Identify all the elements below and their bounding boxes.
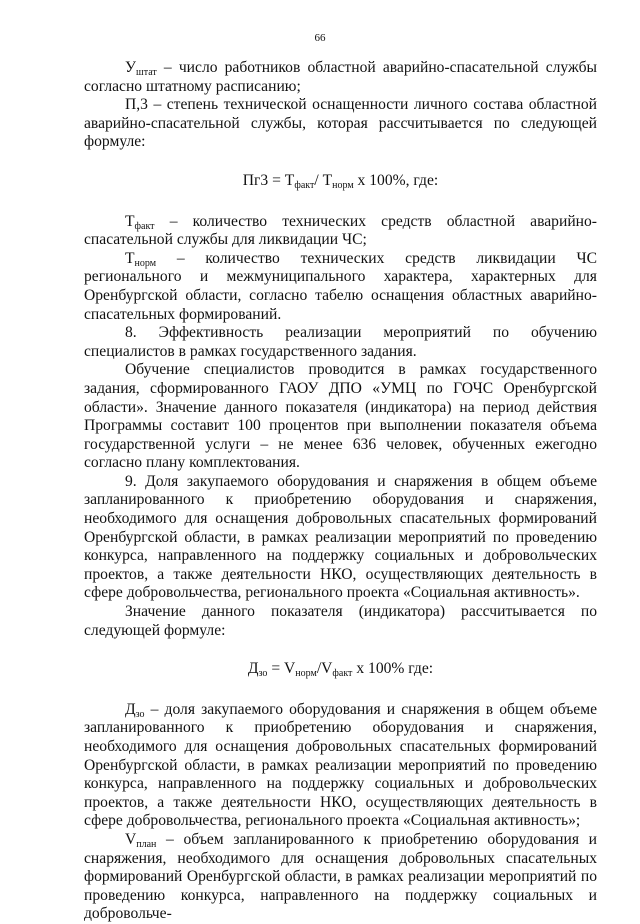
variable-symbol: Т <box>125 212 135 230</box>
formula-dzo: $Д_{зо} = V_{норм}/V_{факт}$ х 100% где: <box>247 660 434 680</box>
paragraph-ushtat <box>84 59 597 96</box>
paragraph-text: – доля закупаемого оборудования и снаряжения в общем объеме запланированного к приобретению оборудования и снаряжения, необходимого для оснащения добровольных спасательных формирований Оренбургской области, в рамках реализации мероприятий по проведению конкурса, направленного на поддержку социальных и добровольческих проектов, а также деятельности НКО, осуществляющих деятельность в сфере добровольчества, регионального проекта «Социальная активность»; <box>84 700 597 830</box>
paragraph-text: – количество технических средств областной аварийно-спасательной службы для ликвидации ЧС; <box>84 212 597 249</box>
paragraph-tfakt <box>84 213 597 250</box>
paragraph-training: Обучение специалистов проводится в рамках государственного задания, сформированного ГАОУ ДПО «УМЦ по ГОЧС Оренбургской области». Значение данного показателя (индикатора) на период действия Программы составит 100 процентов при выполнении показателя объема государственной услуги – не менее 636 человек, обученных ежегодно согласно плану комплектования. <box>84 361 597 472</box>
variable-subscript: факт <box>134 220 155 232</box>
paragraph-dzo <box>84 701 597 831</box>
paragraph-text: – количество технических средств ликвидации ЧС регионального и межмуниципального характера, характерных для Оренбургской области, согласно табелю оснащения областных аварийно-спасательных формирований. <box>84 249 597 323</box>
document-body <box>84 59 597 924</box>
variable-symbol: Т <box>125 249 135 267</box>
variable-subscript: штат <box>136 67 157 78</box>
paragraph-text: – число работников областной аварийно-спасательной службы согласно штатному расписанию; <box>84 59 597 95</box>
paragraph-item-8: 8. Эффективность реализации мероприятий по обучению специалистов в рамках государственного задания. <box>84 324 597 360</box>
variable-subscript: норм <box>134 257 157 269</box>
paragraph-vplan <box>84 831 597 924</box>
variable-symbol: У <box>125 59 137 76</box>
paragraph-item-9: 9. Доля закупаемого оборудования и снаряжения в общем объеме запланированного к приобретению оборудования и снаряжения, необходимого для оснащения добровольных спасательных формирований Оренбургской области, в рамках реализации мероприятий по проведению конкурса, направленного на поддержку социальных и добровольческих проектов, а также деятельности НКО, осуществляющих деятельность в сфере добровольчества, регионального проекта «Социальная активность». <box>84 472 597 602</box>
variable-symbol: V <box>125 830 137 848</box>
variable-symbol: Д <box>125 700 136 718</box>
paragraph-pg3-definition: П,3 – степень технической оснащенности личного состава областной аварийно-спасательной службы, которая рассчитывается по следующей формуле: <box>84 96 597 151</box>
paragraph-tnorm <box>84 250 597 324</box>
paragraph-formula-intro: Значение данного показателя (индикатора) рассчитывается по следующей формуле: <box>84 603 597 639</box>
page-number: 66 <box>314 32 326 44</box>
paragraph-text: – объем запланированного к приобретению оборудования и снаряжения, необходимого для оснащения добровольных спасательных формирований Оренбургской области, в рамках реализации мероприятий по проведению конкурса, направленного на поддержку социальных и добровольче- <box>84 830 597 923</box>
variable-subscript: план <box>136 838 157 850</box>
variable-subscript: зо <box>135 708 145 720</box>
formula-pg3: $Пг3 = Т_{факт}/$ $Т_{норм}$ х 100%, где: <box>242 171 439 191</box>
